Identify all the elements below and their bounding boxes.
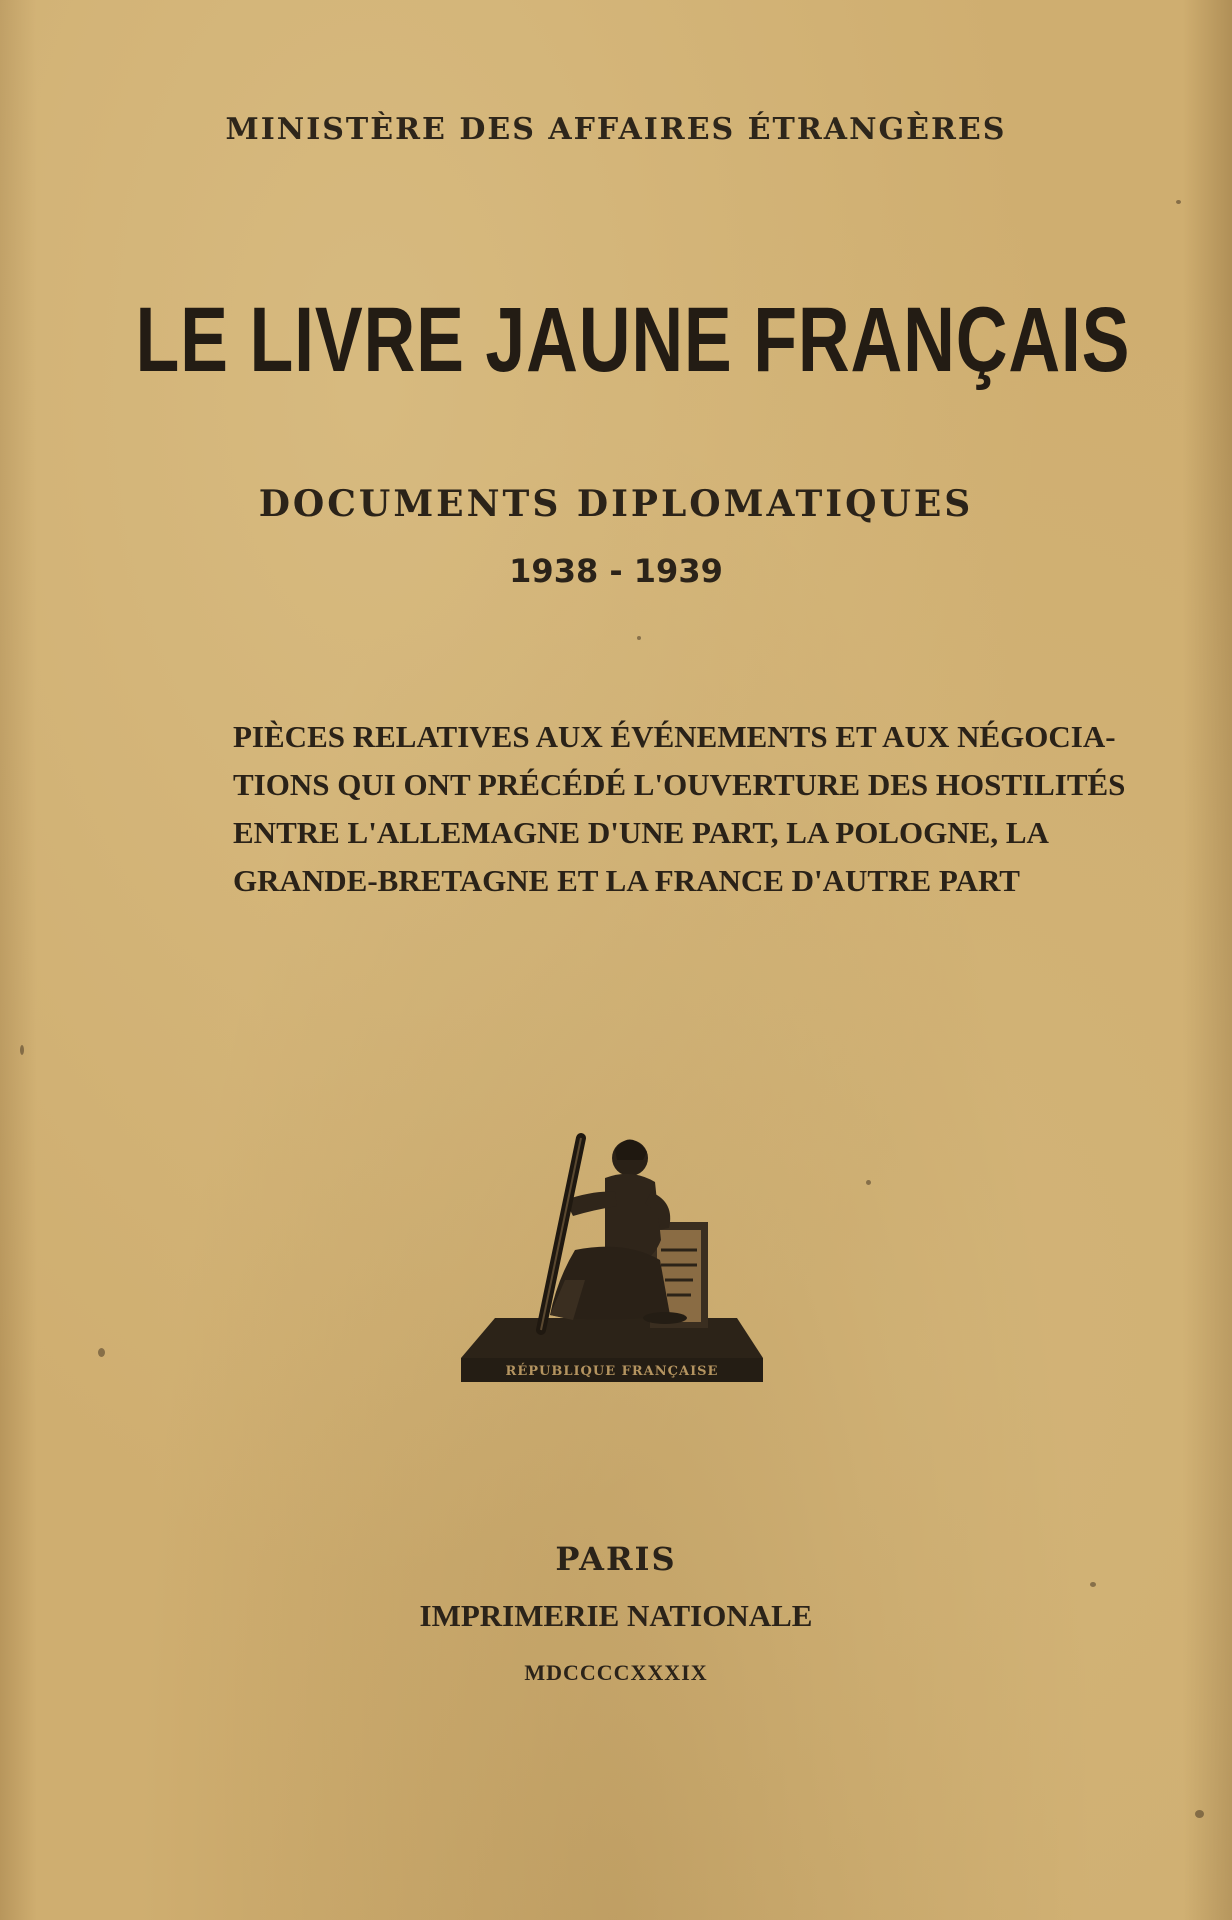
publication-year: MDCCCCXXXIX [524,1660,708,1685]
book-subtitle: DOCUMENTS DIPLOMATIQUES [258,483,974,525]
ministry-heading: MINISTÈRE DES AFFAIRES ÉTRANGÈRES [225,112,1007,147]
description-line: TIONS QUI ONT PRÉCÉDÉ L'OUVERTURE DES HOSTILITÉS [233,767,1126,802]
book-years: 1938 - 1939 [509,552,723,590]
book-title: LE LIVRE JAUNE FRANÇAIS [135,289,1131,391]
publication-city: PARIS [555,1540,677,1578]
description-line: ENTRE L'ALLEMAGNE D'UNE PART, LA POLOGNE, LA [233,815,1049,850]
pedestal-inscription: RÉPUBLIQUE FRANÇAISE [505,1364,719,1379]
paper-speck [20,1045,24,1055]
paper-speck [866,1180,871,1185]
paper-speck [637,636,641,640]
paper-speck [98,1348,105,1357]
paper-speck [1195,1810,1204,1818]
description-line: PIÈCES RELATIVES AUX ÉVÉNEMENTS ET AUX NÉGOCIA- [233,719,1116,754]
publisher-name: IMPRIMERIE NATIONALE [419,1598,813,1633]
seated-marianne-seal-icon [455,1130,767,1386]
book-description [233,713,1126,905]
paper-speck [1176,200,1181,204]
description-line: GRANDE-BRETAGNE ET LA FRANCE D'AUTRE PART [233,863,1020,898]
paper-speck [1090,1582,1096,1587]
